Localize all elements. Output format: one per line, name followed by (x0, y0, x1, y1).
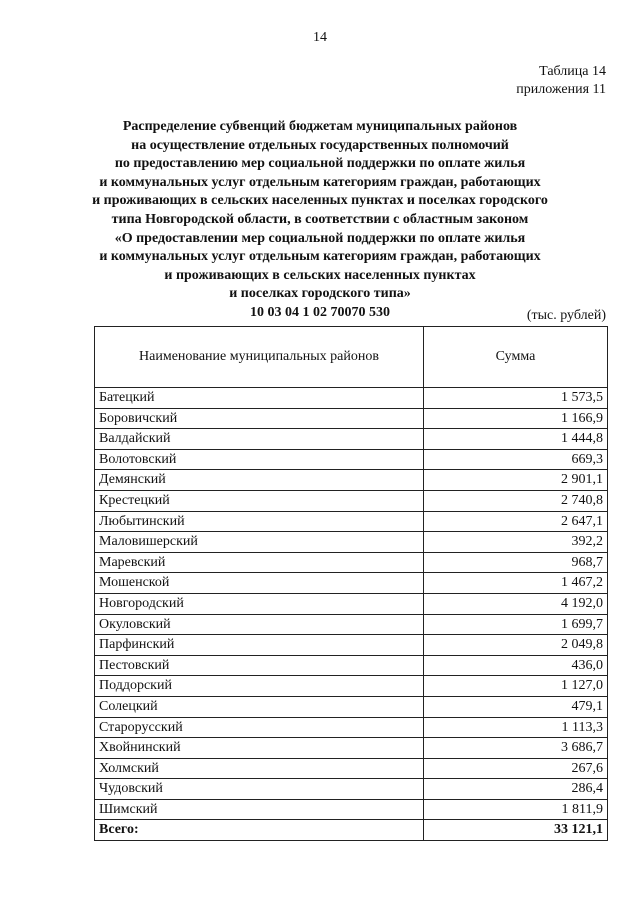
heading-line: на осуществление отдельных государственных полномочий (131, 137, 509, 153)
sum-cell: 4 192,0 (424, 593, 608, 614)
district-name-cell: Солецкий (95, 696, 424, 717)
table-row (95, 573, 608, 594)
sum-cell: 669,3 (424, 449, 608, 470)
sum-cell: 3 686,7 (424, 738, 608, 759)
sum-cell: 1 699,7 (424, 614, 608, 635)
table-number-label: Таблица 14 (539, 64, 606, 79)
sum-cell: 1 811,9 (424, 799, 608, 820)
district-name-cell: Валдайский (95, 429, 424, 450)
sum-cell: 1 444,8 (424, 429, 608, 450)
heading-line: «О предоставлении мер социальной поддержки по оплате жилья (114, 230, 526, 246)
sum-cell: 1 573,5 (424, 388, 608, 409)
table-row (95, 490, 608, 511)
sum-cell: 1 127,0 (424, 676, 608, 697)
total-row (95, 820, 608, 841)
header-district-name: Наименование муниципальных районов (95, 327, 424, 388)
heading-line: Распределение субвенций бюджетам муниципальных районов (122, 119, 518, 134)
district-name-cell: Волотовский (95, 449, 424, 470)
table-row (95, 388, 608, 409)
appendix-reference (516, 63, 606, 99)
header-sum: Сумма (424, 327, 608, 388)
table-row (95, 449, 608, 470)
district-name-cell: Боровичский (95, 408, 424, 429)
heading-line: и проживающих в сельских населенных пунктах и поселках городского (92, 193, 548, 209)
heading-line: и коммунальных услуг отдельным категориям граждан, работающих (99, 174, 541, 190)
district-name-cell: Поддорский (95, 676, 424, 697)
district-name-cell: Новгородский (95, 593, 424, 614)
sum-cell: 392,2 (424, 532, 608, 553)
sum-cell: 1 113,3 (424, 717, 608, 738)
table-row (95, 717, 608, 738)
table-row (95, 635, 608, 656)
table-header-row (95, 327, 608, 388)
sum-cell: 2 901,1 (424, 470, 608, 491)
heading-line: по предоставлению мер социальной поддержки по оплате жилья (114, 156, 526, 172)
district-name-cell: Холмский (95, 758, 424, 779)
district-name-cell: Демянский (95, 470, 424, 491)
district-name-cell: Шимский (95, 799, 424, 820)
sum-cell: 2 740,8 (424, 490, 608, 511)
district-name-cell: Старорусский (95, 717, 424, 738)
district-name-cell: Окуловский (95, 614, 424, 635)
table-row (95, 470, 608, 491)
table-row (95, 779, 608, 800)
heading-line: и проживающих в сельских населенных пунктах (164, 267, 476, 283)
table-row (95, 696, 608, 717)
heading-line: и поселках городского типа» (229, 286, 411, 302)
table-row (95, 655, 608, 676)
sum-cell: 968,7 (424, 552, 608, 573)
table-row (95, 552, 608, 573)
sum-cell: 267,6 (424, 758, 608, 779)
table-row (95, 738, 608, 759)
total-label-cell: Всего: (95, 820, 424, 841)
district-name-cell: Чудовский (95, 779, 424, 800)
heading-line: типа Новгородской области, в соответствии с областным законом (111, 211, 529, 227)
sum-cell: 1 166,9 (424, 408, 608, 429)
sum-cell: 2 049,8 (424, 635, 608, 656)
sum-cell: 436,0 (424, 655, 608, 676)
sum-cell: 286,4 (424, 779, 608, 800)
heading-line: и коммунальных услуг отдельным категориям граждан, работающих (99, 249, 541, 265)
subsidy-table (94, 326, 608, 841)
district-name-cell: Любытинский (95, 511, 424, 532)
district-name-cell: Батецкий (95, 388, 424, 409)
district-name-cell: Пестовский (95, 655, 424, 676)
total-sum-cell: 33 121,1 (424, 820, 608, 841)
table-row (95, 614, 608, 635)
table-row (95, 429, 608, 450)
table-row (95, 408, 608, 429)
table-row (95, 758, 608, 779)
table-row (95, 511, 608, 532)
district-name-cell: Маревский (95, 552, 424, 573)
table-row (95, 593, 608, 614)
sum-cell: 2 647,1 (424, 511, 608, 532)
sum-cell: 479,1 (424, 696, 608, 717)
document-heading (60, 118, 580, 323)
district-name-cell: Хвойнинский (95, 738, 424, 759)
table-body (95, 388, 608, 841)
sum-cell: 1 467,2 (424, 573, 608, 594)
table-row (95, 799, 608, 820)
district-name-cell: Парфинский (95, 635, 424, 656)
units-label: (тыс. рублей) (526, 308, 606, 323)
district-name-cell: Крестецкий (95, 490, 424, 511)
heading-line: 10 03 04 1 02 70070 530 (250, 304, 390, 320)
table-row (95, 676, 608, 697)
appendix-label: приложения 11 (516, 82, 606, 97)
table-row (95, 532, 608, 553)
page-number: 14 (313, 30, 327, 45)
district-name-cell: Маловишерский (95, 532, 424, 553)
district-name-cell: Мошенской (95, 573, 424, 594)
